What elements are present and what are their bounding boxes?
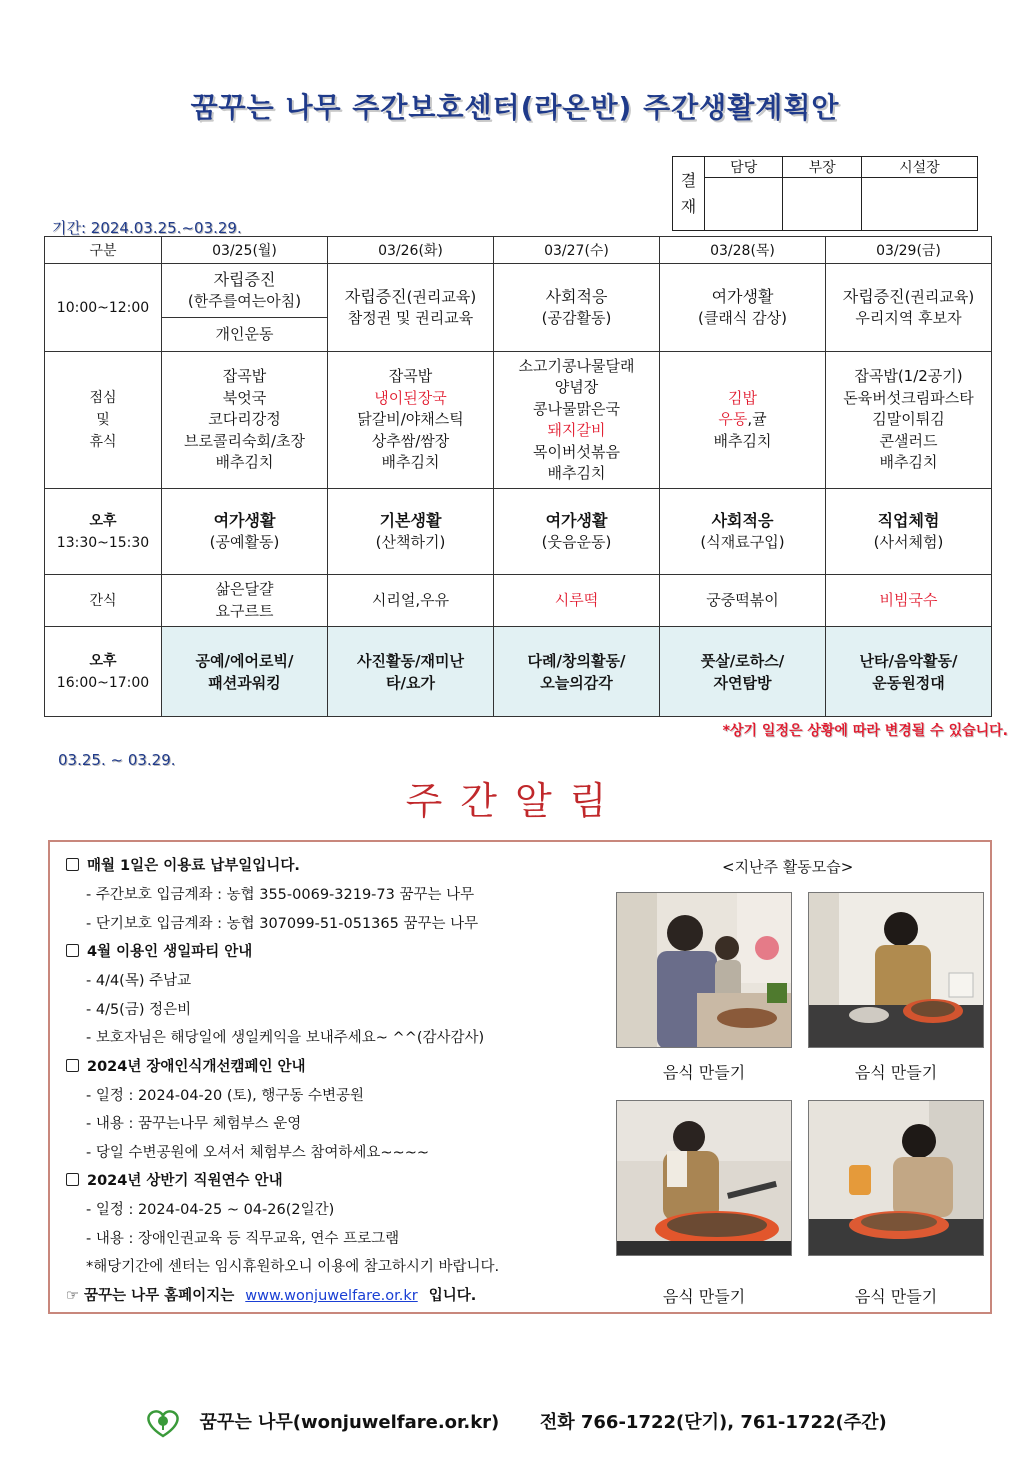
- menu-item: 배추김치: [713, 431, 772, 450]
- day-header: 03/28(목): [660, 237, 826, 264]
- morning-tue: [328, 264, 494, 352]
- homepage-link[interactable]: www.wonjuwelfare.or.kr: [245, 1288, 418, 1304]
- menu-item: 소고기콩나물달래: [518, 356, 635, 375]
- checkbox-square-icon: [66, 1173, 79, 1186]
- late-fri: [826, 627, 992, 717]
- photo-caption: 음식 만들기: [854, 1287, 938, 1306]
- activity-sub: (식재료구입): [700, 533, 785, 551]
- snack-item: 삶은달걀: [215, 580, 274, 598]
- menu-item: 브로콜리숙회/초장: [184, 431, 305, 450]
- lunch-fri: [826, 352, 992, 489]
- notice-section: [66, 1053, 606, 1082]
- schedule-table: [44, 236, 992, 717]
- activity-sub: (산책하기): [375, 533, 446, 551]
- activity-title: 사회적응: [711, 511, 774, 530]
- row-label-morning: 10:00~12:00: [45, 264, 162, 352]
- menu-item-special: 돼지갈비: [547, 421, 606, 439]
- activity-title: 여가생활: [545, 511, 608, 530]
- homepage-prefix: ☞ 꿈꾸는 나무 홈페이지는: [66, 1288, 235, 1304]
- activity-title: 직업체험: [877, 511, 940, 530]
- activity-sub: (사서체험): [873, 533, 944, 551]
- approval-sign-manager: [705, 178, 783, 231]
- row-label-afternoon: [45, 489, 162, 575]
- notice-item: - 내용 : 꿈꾸는나무 체험부스 운영: [86, 1116, 302, 1132]
- morning-mon-sub: (한주를여는아침): [187, 292, 302, 310]
- approval-col-head: 시설장: [861, 157, 977, 178]
- row-label-snack: 간식: [45, 575, 162, 627]
- notice-heading: 2024년 장애인식개선캠페인 안내: [87, 1058, 306, 1075]
- approval-box: [672, 156, 978, 231]
- afternoon-thu: [660, 489, 826, 575]
- day-header: 03/29(금): [826, 237, 992, 264]
- menu-item: 상추쌈/쌈장: [371, 431, 450, 450]
- menu-item: 배추김치: [215, 453, 274, 472]
- menu-item: 잡곡밥: [388, 367, 433, 386]
- weekly-notice-title: 주간알림: [405, 779, 625, 823]
- menu-item: 돈육버섯크림파스타: [843, 388, 974, 407]
- cooking-photo-3: [617, 1101, 792, 1256]
- menu-item: 콘샐러드: [879, 431, 938, 450]
- cooking-photo-2: [809, 893, 984, 1048]
- menu-item-special: 냉이된장국: [374, 388, 447, 407]
- homepage-suffix: 입니다.: [428, 1288, 477, 1304]
- program-line: 패션과워킹: [208, 673, 281, 692]
- morning-mon-b: 개인운동: [215, 325, 274, 343]
- menu-item: 잡곡밥(1/2공기): [854, 367, 963, 386]
- activity-sub: (공예활동): [209, 533, 280, 551]
- notice-item: - 내용 : 장애인권교육 등 직무교육, 연수 프로그램: [86, 1230, 400, 1247]
- program-line: 난타/음악활동/: [859, 651, 958, 670]
- morning-fri: [826, 264, 992, 352]
- program-line: 공예/에어로빅/: [195, 651, 294, 670]
- heart-tree-logo-icon: [143, 1408, 183, 1438]
- approval-label: [673, 157, 705, 231]
- snack-thu: 궁중떡볶이: [660, 575, 826, 627]
- activity-title: 여가생활: [213, 511, 276, 530]
- approval-col-manager: 담당: [705, 157, 783, 178]
- menu-item-special: 김밥: [728, 388, 757, 407]
- checkbox-square-icon: [66, 944, 79, 957]
- notice-section: [66, 1167, 606, 1196]
- menu-item: 잡곡밥: [222, 367, 267, 386]
- morning-fri-title-sub: (권리교육): [904, 288, 975, 306]
- footer: [0, 1408, 1030, 1438]
- notice-section: [66, 938, 606, 967]
- notice-heading: 4월 이용인 생일파티 안내: [87, 944, 253, 960]
- footer-org: 꿈꾸는 나무(wonjuwelfare.or.kr): [199, 1412, 500, 1433]
- row-label-lunch: [45, 352, 162, 489]
- morning-thu-title: 여가생활: [711, 287, 774, 306]
- photo-caption: 음식 만들기: [662, 1063, 746, 1082]
- notice-heading: 매월 1일은 이용료 납부일입니다.: [87, 858, 300, 874]
- approval-sign-head: [861, 178, 977, 231]
- afternoon-label-2: 13:30~15:30: [56, 534, 150, 551]
- lunch-thu: [660, 352, 826, 489]
- gallery-title: <지난주 활동모습>: [722, 858, 854, 876]
- morning-thu: [660, 264, 826, 352]
- morning-mon-a: [162, 264, 327, 318]
- notice-list: [66, 852, 606, 1311]
- snack-fri: 비빔국수: [826, 575, 992, 627]
- afternoon-fri: [826, 489, 992, 575]
- photo-caption: 음식 만들기: [854, 1063, 938, 1082]
- notice-section: [66, 852, 606, 881]
- corner-header: 구분: [45, 237, 162, 264]
- morning-wed-title: 사회적응: [545, 287, 608, 306]
- snack-tue: 시리얼,우유: [328, 575, 494, 627]
- morning-tue-title: 자립증진: [344, 287, 407, 306]
- notice-heading: 2024년 상반기 직원연수 안내: [87, 1173, 283, 1189]
- row-label-late: [45, 627, 162, 717]
- morning-fri-line2: 우리지역 후보자: [855, 309, 962, 327]
- snack-wed: 시루떡: [494, 575, 660, 627]
- activity-photo: [616, 892, 792, 1048]
- footer-phone: 전화 766-1722(단기), 761-1722(주간): [539, 1412, 887, 1433]
- late-mon: [162, 627, 328, 717]
- page-title: 꿈꾸는 나무 주간보호센터(라온반) 주간생활계획안: [190, 91, 840, 124]
- morning-tue-title-sub: (권리교육): [406, 288, 477, 306]
- notice-box: [48, 840, 992, 1314]
- menu-item: 배추김치: [879, 453, 938, 472]
- menu-item: 김말이튀김: [872, 410, 945, 429]
- lunch-label-2: 및: [96, 412, 110, 428]
- notice-item: - 일정 : 2024-04-25 ~ 04-26(2일간): [86, 1202, 335, 1218]
- morning-fri-title: 자립증진: [842, 287, 905, 306]
- morning-thu-sub: (클래식 감상): [698, 309, 787, 327]
- homepage-line: [66, 1281, 606, 1311]
- activity-photo: [808, 892, 984, 1048]
- afternoon-tue: [328, 489, 494, 575]
- checkbox-square-icon: [66, 1059, 79, 1072]
- menu-item: 양념장: [554, 378, 599, 396]
- activity-sub: (웃음운동): [541, 533, 612, 551]
- snack-item: 요구르트: [215, 601, 274, 620]
- notice-item: - 주간보호 입금계좌 : 농협 355-0069-3219-73 꿈꾸는 나무: [86, 887, 475, 903]
- activity-photo: [616, 1100, 792, 1256]
- cooking-photo-4: [809, 1101, 984, 1256]
- program-line: 타/요가: [386, 673, 435, 692]
- afternoon-mon: [162, 489, 328, 575]
- late-tue: [328, 627, 494, 717]
- activity-photo: [808, 1100, 984, 1256]
- notice-item: - 일정 : 2024-04-20 (토), 행구동 수변공원: [86, 1087, 365, 1104]
- lunch-label-3: 휴식: [89, 434, 117, 450]
- lunch-wed: [494, 352, 660, 489]
- notice-item: - 단기보호 입금계좌 : 농협 307099-51-051365 꿈꾸는 나무: [86, 915, 479, 932]
- late-thu: [660, 627, 826, 717]
- late-label-1: 오후: [89, 652, 117, 669]
- lunch-mon: [162, 352, 328, 489]
- checkbox-square-icon: [66, 858, 79, 871]
- menu-item-special: 우동: [718, 410, 748, 429]
- approval-sign-director: [783, 178, 861, 231]
- notice-item: - 4/4(목) 주남교: [86, 973, 192, 989]
- late-wed: [494, 627, 660, 717]
- notice-item: - 당일 수변공원에 오셔서 체험부스 참여하세요~~~~: [86, 1144, 430, 1161]
- schedule-period: 기간: 2024.03.25.~03.29.: [52, 219, 242, 237]
- approval-kyul: 결: [680, 170, 697, 190]
- morning-tue-line2: 참정권 및 권리교육: [347, 309, 474, 327]
- program-line: 사진활동/재미난: [357, 651, 464, 670]
- menu-item: ,귤: [747, 410, 767, 429]
- notice-period: 03.25. ~ 03.29.: [58, 751, 176, 769]
- schedule-note: *상기 일정은 상황에 따라 변경될 수 있습니다.: [722, 723, 1008, 739]
- afternoon-wed: [494, 489, 660, 575]
- approval-jae: 재: [680, 196, 697, 216]
- snack-mon: [162, 575, 328, 627]
- menu-item: 배추김치: [381, 453, 440, 472]
- lunch-tue: [328, 352, 494, 489]
- photo-caption: 음식 만들기: [662, 1287, 746, 1306]
- notice-item: - 4/5(금) 정은비: [86, 1001, 192, 1018]
- morning-wed: [494, 264, 660, 352]
- notice-item: - 보호자님은 해당일에 생일케익을 보내주세요~ ^^(감사감사): [86, 1030, 485, 1046]
- menu-item: 콩나물맑은국: [533, 399, 620, 418]
- menu-item: 코다리강정: [208, 410, 281, 429]
- program-line: 풋살/로하스/: [700, 651, 785, 670]
- notice-warning: *해당기간에 센터는 임시휴원하오니 이용에 참고하시기 바랍니다.: [86, 1259, 500, 1275]
- day-header: 03/25(월): [162, 237, 328, 264]
- menu-item: 북엇국: [222, 388, 267, 407]
- menu-item: 목이버섯볶음: [533, 442, 620, 461]
- approval-col-director: 부장: [783, 157, 861, 178]
- program-line: 다례/창의활동/: [527, 651, 626, 670]
- menu-item: 배추김치: [547, 464, 606, 482]
- day-header: 03/26(화): [328, 237, 494, 264]
- morning-mon-title: 자립증진: [213, 270, 276, 289]
- morning-mon: [162, 264, 328, 352]
- lunch-label-1: 점심: [89, 390, 117, 406]
- program-line: 자연탐방: [713, 673, 772, 692]
- morning-wed-sub: (공감활동): [541, 309, 612, 327]
- menu-item: 닭갈비/야채스틱: [357, 410, 464, 429]
- program-line: 오늘의감각: [540, 673, 613, 692]
- day-header: 03/27(수): [494, 237, 660, 264]
- afternoon-label-1: 오후: [89, 512, 117, 529]
- activity-title: 기본생활: [379, 511, 442, 530]
- cooking-photo-1: [617, 893, 792, 1048]
- program-line: 운동원정대: [872, 673, 945, 692]
- late-label-2: 16:00~17:00: [56, 674, 150, 691]
